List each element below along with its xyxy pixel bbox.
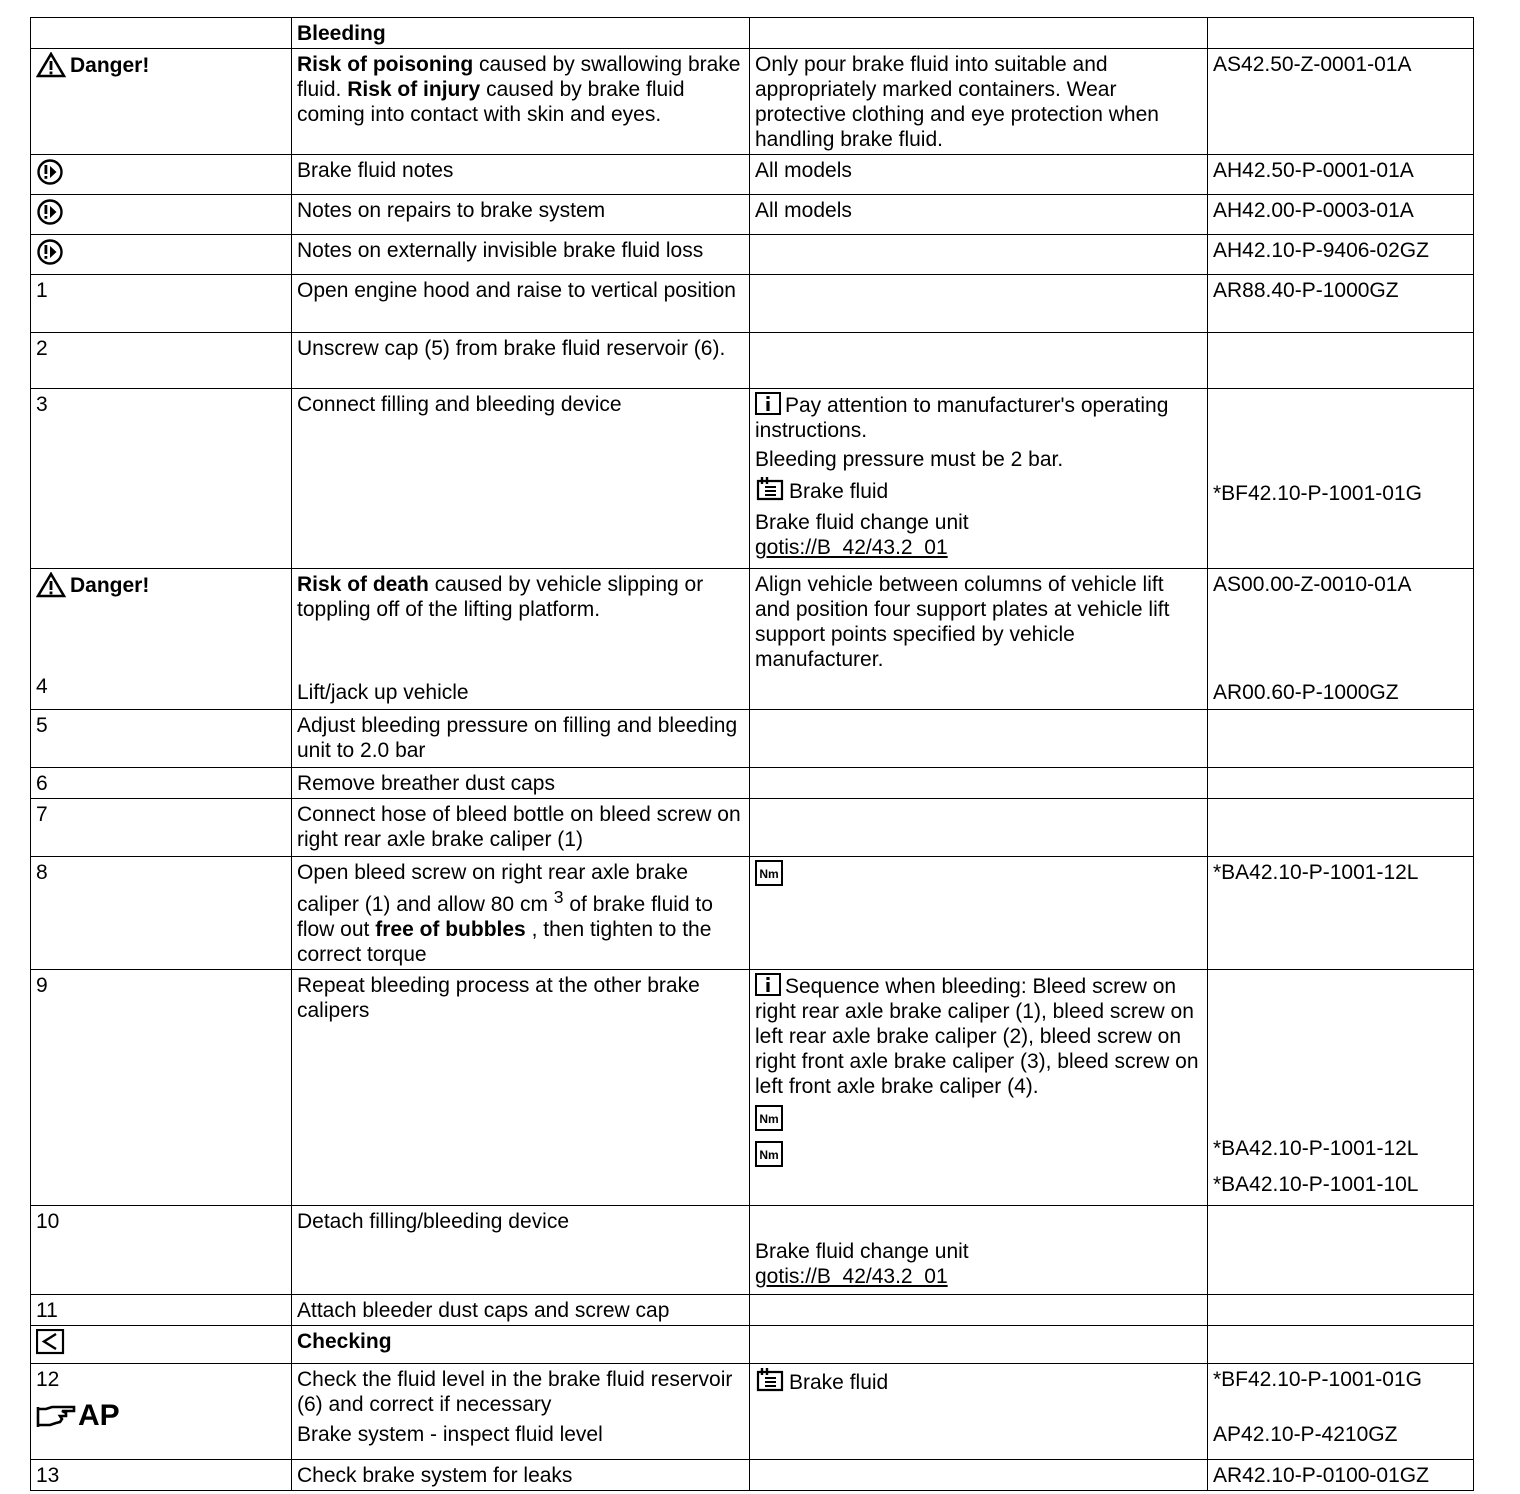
- step-row: [31, 710, 1474, 768]
- step-number: 7: [31, 799, 292, 857]
- step-row: [31, 275, 1474, 333]
- step-row: [31, 1206, 1474, 1295]
- document-reference[interactable]: AS00.00-Z-0010-01A: [1213, 573, 1412, 596]
- step-number: 11: [31, 1295, 292, 1326]
- gotis-link[interactable]: gotis://B_42/43.2_01: [755, 536, 948, 559]
- note-model: All models: [750, 195, 1208, 235]
- document-reference[interactable]: AP42.10-P-4210GZ: [1213, 1423, 1398, 1446]
- ap-text: Brake system - inspect fluid level: [297, 1423, 603, 1446]
- specification-book-icon: [755, 1367, 785, 1392]
- info-icon: [755, 973, 781, 996]
- danger-text: Risk of poisoning caused by swallowing brake fluid. Risk of injury caused by brake fluid coming into contact with skin and eyes.: [292, 49, 750, 155]
- svg-text:Nm: Nm: [759, 1148, 779, 1162]
- step-row: [31, 389, 1474, 569]
- document-reference[interactable]: AS42.50-Z-0001-01A: [1208, 49, 1474, 155]
- document-reference[interactable]: *BA42.10-P-1001-12L: [1213, 1137, 1419, 1160]
- unit-label: Brake fluid change unit: [755, 511, 969, 534]
- note-text: Brake fluid notes: [292, 155, 750, 195]
- document-reference[interactable]: AR88.40-P-1000GZ: [1208, 275, 1474, 333]
- document-reference[interactable]: AH42.00-P-0003-01A: [1208, 195, 1474, 235]
- document-reference[interactable]: AR00.60-P-1000GZ: [1213, 681, 1399, 704]
- note-model: All models: [750, 155, 1208, 195]
- step-number: 1: [31, 275, 292, 333]
- document-reference[interactable]: *BF42.10-P-1001-01G: [1213, 482, 1422, 505]
- note-row: [31, 155, 1474, 195]
- procedure-table: [30, 17, 1474, 1491]
- warning-triangle-icon: [36, 572, 66, 598]
- step-number: 3: [31, 389, 292, 569]
- document-reference[interactable]: *BA42.10-P-1001-12L: [1208, 857, 1474, 970]
- document-reference[interactable]: AH42.50-P-0001-01A: [1208, 155, 1474, 195]
- danger-measure: Only pour brake fluid into suitable and appropriately marked containers. Wear protective clothing and eye protection when handling brake fluid.: [750, 49, 1208, 155]
- step-text: Detach filling/bleeding device: [292, 1206, 750, 1295]
- step-number: 6: [31, 768, 292, 799]
- danger-row: [31, 49, 1474, 155]
- gotis-link[interactable]: gotis://B_42/43.2_01: [755, 1265, 948, 1288]
- note-icon: [36, 158, 64, 186]
- step-number: 13: [31, 1460, 292, 1491]
- pointing-hand-icon: [36, 1403, 76, 1429]
- info-text: Pay attention to manufacturer's operating instructions.: [755, 394, 1169, 442]
- section-title-checking: Checking: [292, 1326, 750, 1364]
- step-row: [31, 1295, 1474, 1326]
- info-text: Sequence when bleeding: Bleed screw on right rear axle brake caliper (1), bleed screw on left rear axle brake caliper (2), bleed screw on right front axle brake caliper (3), bleed screw on left front axle brake caliper (4).: [755, 975, 1199, 1098]
- note-text: Notes on repairs to brake system: [292, 195, 750, 235]
- step-number: 10: [31, 1206, 292, 1295]
- checking-arrow-icon: [36, 1329, 66, 1355]
- svg-text:Nm: Nm: [759, 867, 779, 881]
- step-number: 4: [36, 675, 48, 698]
- ap-label: AP: [36, 1400, 286, 1432]
- step-text: Lift/jack up vehicle: [297, 681, 469, 704]
- step-row: [31, 768, 1474, 799]
- step-row: [31, 857, 1474, 970]
- step-text: Adjust bleeding pressure on filling and bleeding unit to 2.0 bar: [292, 710, 750, 768]
- step-number: 5: [31, 710, 292, 768]
- torque-nm-icon: [755, 860, 783, 886]
- danger-measure: Align vehicle between columns of vehicle lift and position four support plates at vehicle lift support points specified by vehicle manufacturer.: [750, 569, 1208, 710]
- table-row: [31, 18, 1474, 49]
- danger-text: Risk of death caused by vehicle slipping or toppling off of the lifting platform.: [297, 573, 704, 621]
- step-text: Connect filling and bleeding device: [292, 389, 750, 569]
- step-text: Repeat bleeding process at the other brake calipers: [292, 970, 750, 1206]
- note-text: Notes on externally invisible brake fluid loss: [292, 235, 750, 275]
- note-row: [31, 195, 1474, 235]
- torque-nm-icon: [755, 1141, 783, 1167]
- unit-label: Brake fluid change unit: [755, 1240, 969, 1263]
- danger-label: Danger!: [36, 52, 286, 78]
- step-number: 9: [31, 970, 292, 1206]
- danger-row: [31, 569, 1474, 710]
- info-icon: [755, 392, 781, 415]
- step-text: Open bleed screw on right rear axle brake caliper (1) and allow 80 cm $^3$ of brake fluid to flow out free of bubbles , then tighten to the correct torque: [292, 857, 750, 970]
- document-reference[interactable]: *BF42.10-P-1001-01G: [1213, 1368, 1422, 1391]
- step-row: [31, 970, 1474, 1206]
- svg-text:Nm: Nm: [759, 1112, 779, 1126]
- fluid-label: Brake fluid: [789, 1371, 889, 1394]
- step-number: 8: [31, 857, 292, 970]
- step-row: [31, 799, 1474, 857]
- step-row: [31, 1364, 1474, 1460]
- specification-book-icon: [755, 476, 785, 501]
- document-reference[interactable]: AR42.10-P-0100-01GZ: [1208, 1460, 1474, 1491]
- step-row: [31, 333, 1474, 389]
- section-title-bleeding: Bleeding: [292, 18, 750, 49]
- note-icon: [36, 198, 64, 226]
- pressure-text: Bleeding pressure must be 2 bar.: [755, 448, 1064, 471]
- note-row: [31, 235, 1474, 275]
- step-text: Open engine hood and raise to vertical position: [292, 275, 750, 333]
- fluid-label: Brake fluid: [789, 480, 889, 503]
- danger-label: Danger!: [36, 572, 286, 598]
- step-text: Connect hose of bleed bottle on bleed screw on right rear axle brake caliper (1): [292, 799, 750, 857]
- document-reference[interactable]: AH42.10-P-9406-02GZ: [1208, 235, 1474, 275]
- warning-triangle-icon: [36, 52, 66, 78]
- step-text: Check the fluid level in the brake fluid reservoir (6) and correct if necessary: [297, 1368, 733, 1416]
- step-row: [31, 1460, 1474, 1491]
- document-reference[interactable]: *BA42.10-P-1001-10L: [1213, 1173, 1419, 1196]
- step-text: Check brake system for leaks: [292, 1460, 750, 1491]
- note-icon: [36, 238, 64, 266]
- table-row: [31, 1326, 1474, 1364]
- torque-nm-icon: [755, 1105, 783, 1131]
- step-number: 2: [31, 333, 292, 389]
- step-text: Attach bleeder dust caps and screw cap: [292, 1295, 750, 1326]
- step-text: Unscrew cap (5) from brake fluid reservoir (6).: [292, 333, 750, 389]
- note-model: [750, 235, 1208, 275]
- step-text: Remove breather dust caps: [292, 768, 750, 799]
- step-number: 12: [36, 1368, 60, 1391]
